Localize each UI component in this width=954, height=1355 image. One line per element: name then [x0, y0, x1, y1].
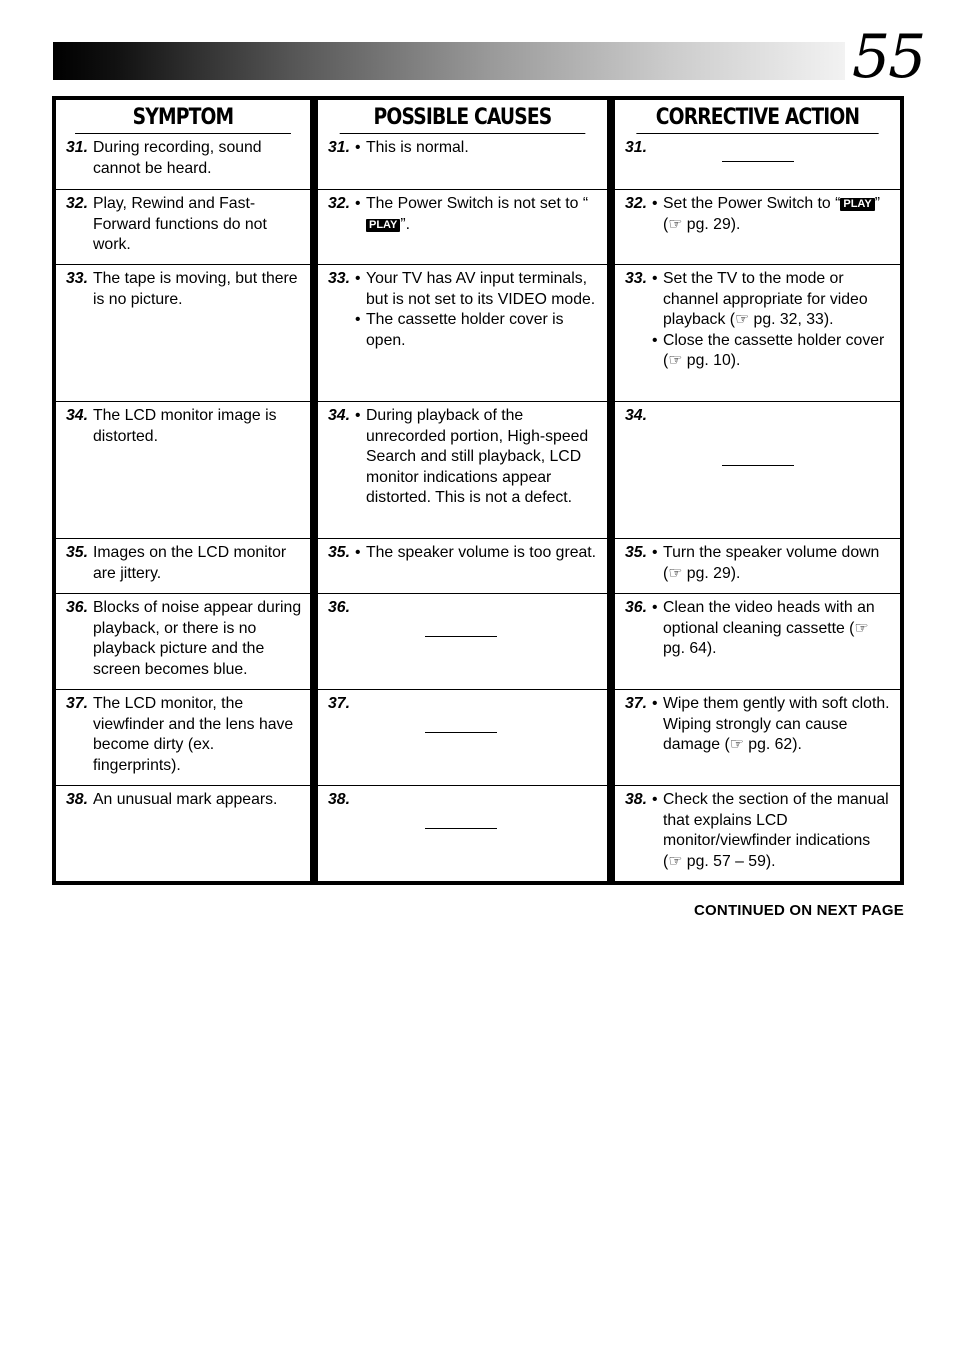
- cause-text: • This is normal.: [355, 138, 601, 159]
- table-row: [615, 786, 900, 881]
- symptom-text: The LCD monitor image is distorted.: [93, 407, 277, 445]
- row-number: 32.: [66, 195, 88, 212]
- row-number: 32.: [328, 195, 350, 212]
- row-number: 34.: [66, 407, 88, 424]
- row-number: 32.: [625, 195, 647, 212]
- page-number: 55: [852, 22, 925, 92]
- action-column: [615, 100, 900, 881]
- play-badge: PLAY: [366, 219, 400, 232]
- table-row: [615, 190, 900, 265]
- action-header: CORRECTIVE ACTION: [636, 100, 878, 134]
- table-row: [318, 402, 607, 539]
- table-row: [615, 402, 900, 539]
- no-entry-dash: [425, 828, 497, 829]
- table-row: [56, 265, 310, 402]
- symptom-text: The LCD monitor, the viewfinder and the lens have become dirty (ex. fingerprints).: [93, 695, 294, 774]
- table-row: [56, 134, 310, 190]
- symptom-text: During recording, sound cannot be heard.: [93, 139, 262, 177]
- table-row: [56, 402, 310, 539]
- row-number: 38.: [625, 791, 647, 808]
- table-row: [615, 539, 900, 594]
- table-row: [615, 690, 900, 786]
- no-entry-dash: [722, 161, 794, 162]
- symptom-text: Images on the LCD monitor are jittery.: [93, 544, 287, 582]
- row-number: 36.: [66, 599, 88, 616]
- row-number: 35.: [328, 544, 350, 561]
- table-row: [318, 134, 607, 190]
- action-text: • Wipe them gently with soft cloth. Wiping strongly can cause damage (☞ pg. 62).: [652, 694, 894, 756]
- row-number: 36.: [328, 599, 350, 616]
- cause-text: • The cassette holder cover is open.: [355, 310, 601, 351]
- row-number: 35.: [66, 544, 88, 561]
- row-number: 33.: [625, 270, 647, 287]
- causes-header: POSSIBLE CAUSES: [340, 100, 586, 134]
- action-text: • Clean the video heads with an optional cleaning cassette (☞ pg. 64).: [652, 598, 894, 660]
- action-text: • Set the Power Switch to “ PLAY ” (☞ pg. 29).: [652, 194, 894, 235]
- row-number: 34.: [625, 407, 647, 424]
- row-number: 38.: [66, 791, 88, 808]
- symptom-text: Blocks of noise appear during playback, or there is no playback picture and the screen becomes blue.: [93, 599, 302, 678]
- row-number: 36.: [625, 599, 647, 616]
- row-number: 33.: [66, 270, 88, 287]
- table-row: [56, 190, 310, 265]
- row-number: 37.: [328, 695, 350, 712]
- row-number: 33.: [328, 270, 350, 287]
- symptom-column: [56, 100, 310, 881]
- row-number: 34.: [328, 407, 350, 424]
- action-text: • Check the section of the manual that explains LCD monitor/viewfinder indications (☞ pg. 57 – 59).: [652, 790, 894, 872]
- table-row: [56, 690, 310, 786]
- row-number: 31.: [328, 139, 350, 156]
- causes-column: [318, 100, 607, 881]
- action-text: • Turn the speaker volume down (☞ pg. 29).: [652, 543, 894, 584]
- row-number: 35.: [625, 544, 647, 561]
- symptom-text: The tape is moving, but there is no picture.: [93, 270, 298, 308]
- table-row: [318, 539, 607, 594]
- row-number: 38.: [328, 791, 350, 808]
- table-row: [318, 265, 607, 402]
- cause-text: • The Power Switch is not set to “PLAY ”.: [355, 194, 601, 235]
- action-text: • Close the cassette holder cover (☞ pg. 10).: [652, 331, 894, 372]
- row-number: 31.: [625, 139, 647, 156]
- cause-text: • Your TV has AV input terminals, but is not set to its VIDEO mode.: [355, 269, 601, 310]
- table-row: [318, 594, 607, 690]
- no-entry-dash: [425, 636, 497, 637]
- table-row: [318, 190, 607, 265]
- header-gradient-bar: [53, 42, 845, 80]
- no-entry-dash: [425, 732, 497, 733]
- no-entry-dash: [722, 465, 794, 466]
- cause-text: • During playback of the unrecorded portion, High-speed Search and still playback, LCD monitor indications appear distorted. This is not a defect.: [355, 406, 601, 509]
- symptom-text: Play, Rewind and Fast-Forward functions do not work.: [93, 195, 267, 254]
- table-row: [615, 265, 900, 402]
- cause-text: • The speaker volume is too great.: [355, 543, 601, 564]
- action-text: • Set the TV to the mode or channel appropriate for video playback (☞ pg. 32, 33).: [652, 269, 894, 331]
- row-number: 37.: [625, 695, 647, 712]
- continued-note: CONTINUED ON NEXT PAGE: [694, 902, 904, 919]
- table-row: [615, 134, 900, 190]
- row-number: 37.: [66, 695, 88, 712]
- table-row: [56, 786, 310, 881]
- play-badge: PLAY: [840, 198, 874, 211]
- table-row: [56, 539, 310, 594]
- table-row: [318, 786, 607, 881]
- table-row: [615, 594, 900, 690]
- row-number: 31.: [66, 139, 88, 156]
- table-row: [318, 690, 607, 786]
- symptom-header: SYMPTOM: [75, 100, 291, 134]
- troubleshooting-table: [52, 96, 904, 885]
- table-row: [56, 594, 310, 690]
- symptom-text: An unusual mark appears.: [93, 791, 278, 808]
